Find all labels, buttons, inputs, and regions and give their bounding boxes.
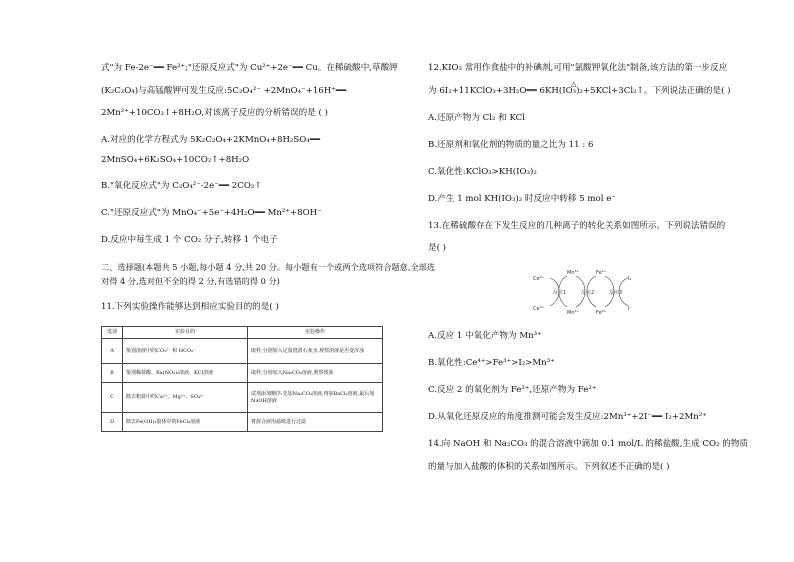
q10-option-c: C."还原反应式"为 MnO₄⁻+5e⁻+4H₂O━━ Mn²⁺+8OH⁻ [101,208,322,218]
table-row [102,364,383,383]
q10-text-line-2: (K₂C₂O₄)与高锰酸钾可发生反应:5C₂O₄²⁻ +2MnO₄⁻+16H⁺━━ [101,86,347,96]
species-label: Fe²⁺ [596,270,607,276]
q13-option-d: D.从氧化还原反应的角度推测可能会发生反应:2Mn³⁺+2I⁻━━ I₂+2Mn²⁺ [428,412,707,422]
species-label: Mn³⁺ [567,270,580,276]
q10-option-a-line-2: 2MnSO₄+6K₂SO₄+10CO₂↑+8H₂O [101,155,250,165]
q10-option-a-line-1: A.对应的化学方程式为 5K₂C₂O₄+2KMnO₄+8H₂SO₄━━ [101,135,321,145]
q11-experiment-table [101,326,383,432]
table-cell-purpose: 鉴别稀盐酸、Ba(NO₃)₂溶液、KCl溶液 [123,364,248,383]
table-cell-purpose: 除去Fe(OH)₃胶体中的FeCl₃溶液 [123,413,248,432]
species-label: Ce⁴⁺ [533,276,545,282]
table-cell-operation: 取样,分别加入Na₂CO₃溶液,观察现象 [248,364,383,383]
table-cell-option: D [102,413,123,432]
reaction-label: 反应2 [581,290,595,296]
table-cell-option: B [102,364,123,383]
table-cell-option: C [102,383,123,413]
q12-stem-line-2: 为 6I₂+11KClO₃+3H₂O══ 6KH(IO₃)₂+5KCl+3Cl₂↑。下列说法正确的是( ) [428,86,731,96]
table-row [102,413,383,432]
species-label: Fe³⁺ [596,310,607,316]
species-label: Mn²⁺ [567,310,580,316]
ion-transformation-diagram [532,266,640,316]
q12-option-b: B.还原剂和氧化剂的物质的量之比为 11 : 6 [428,140,594,150]
q12-stem-line-1: 12.KIO₃ 常用作食盐中的补碘剂,可用"氯酸钾氧化法"制备,该方法的第一步反应 [428,63,728,73]
reaction-label: 反应3 [609,290,623,296]
q13-stem-line-1: 13.在稀硫酸存在下发生反应的几种离子的转化关系如图所示。下列说法错误的 [428,221,726,231]
species-label: I⁻ [628,306,633,312]
q10-text-line-1: 式"为 Fe-2e⁻━━ Fe²⁺;"还原反应式"为 Cu²⁺+2e⁻━━ Cu。在稀硫酸中,草酸钾 [101,63,398,73]
q11-stem: 11.下列实验操作能够达到相应实验目的的是( ) [101,302,279,312]
table-header-operation: 实验操作 [248,327,383,339]
section-2-heading-line-1: 二、选择题(本题共 5 小题,每小题 4 分,共 20 分。每小题有一个或两个选项符合题意,全部选 [101,262,436,272]
table-header-purpose: 实验目的 [123,327,248,339]
table-header-option: 选项 [102,327,123,339]
section-2-heading-line-2: 对得 4 分,选对但不全的得 2 分,有选错的得 0 分) [101,276,280,286]
species-label: Ce³⁺ [533,306,545,312]
q13-stem-line-2: 是( ) [428,243,447,253]
reaction-label: 反应1 [553,290,567,296]
q10-text-line-3: 2Mn²⁺+10CO₂↑+8H₂O,对该离子反应的分析错误的是 ( ) [101,108,328,118]
table-cell-purpose: 除去粗盐中的Ca²⁺、Mg²⁺、SO₄²⁻ [123,383,248,413]
table-cell-operation: 试剂添加顺序:先加Na₂CO₃溶液,再加BaCl₂溶液,最后加NaOH溶液 [248,383,383,413]
species-label: I₂ [628,276,632,282]
q12-option-a: A.还原产物为 Cl₂ 和 KCl [428,113,525,123]
table-cell-operation: 将混合液用滤纸进行过滤 [248,413,383,432]
q12-option-d: D.产生 1 mol KH(IO₃)₂ 时反应中转移 5 mol e⁻ [428,194,616,204]
q14-stem-line-2: 的量与加入盐酸的体积的关系如图所示。下列叙述不正确的是( ) [428,462,670,472]
heat-symbol: △ [571,80,577,88]
q12-option-c: C.氧化性:KClO₃>KH(IO₃)₂ [428,167,537,177]
table-cell-purpose: 鉴别溶液中的CO₃²⁻ 和 HCO₃⁻ [123,339,248,364]
table-row [102,339,383,364]
table-row [102,383,383,413]
q10-option-d: D.反应中每生成 1 个 CO₂ 分子,转移 1 个电子 [101,235,278,245]
q14-stem-line-1: 14.向 NaOH 和 Na₂CO₃ 的混合溶液中滴加 0.1 mol/L 的稀盐酸,生成 CO₂ 的物质 [428,439,749,449]
table-cell-option: A [102,339,123,364]
q13-option-c: C.反应 2 的氧化剂为 Fe³⁺,还原产物为 Fe²⁺ [428,385,597,395]
q13-option-a: A.反应 1 中氧化产物为 Mn³⁺ [428,331,542,341]
table-cell-operation: 取样,分别加入足量澄清石灰水,观察溶液是否变浑浊 [248,339,383,364]
q10-option-b: B."氧化反应式"为 C₂O₄²⁻-2e⁻━━ 2CO₂↑ [101,181,262,191]
q13-option-b: B.氧化性:Ce⁴⁺>Fe³⁺>I₂>Mn³⁺ [428,358,555,368]
